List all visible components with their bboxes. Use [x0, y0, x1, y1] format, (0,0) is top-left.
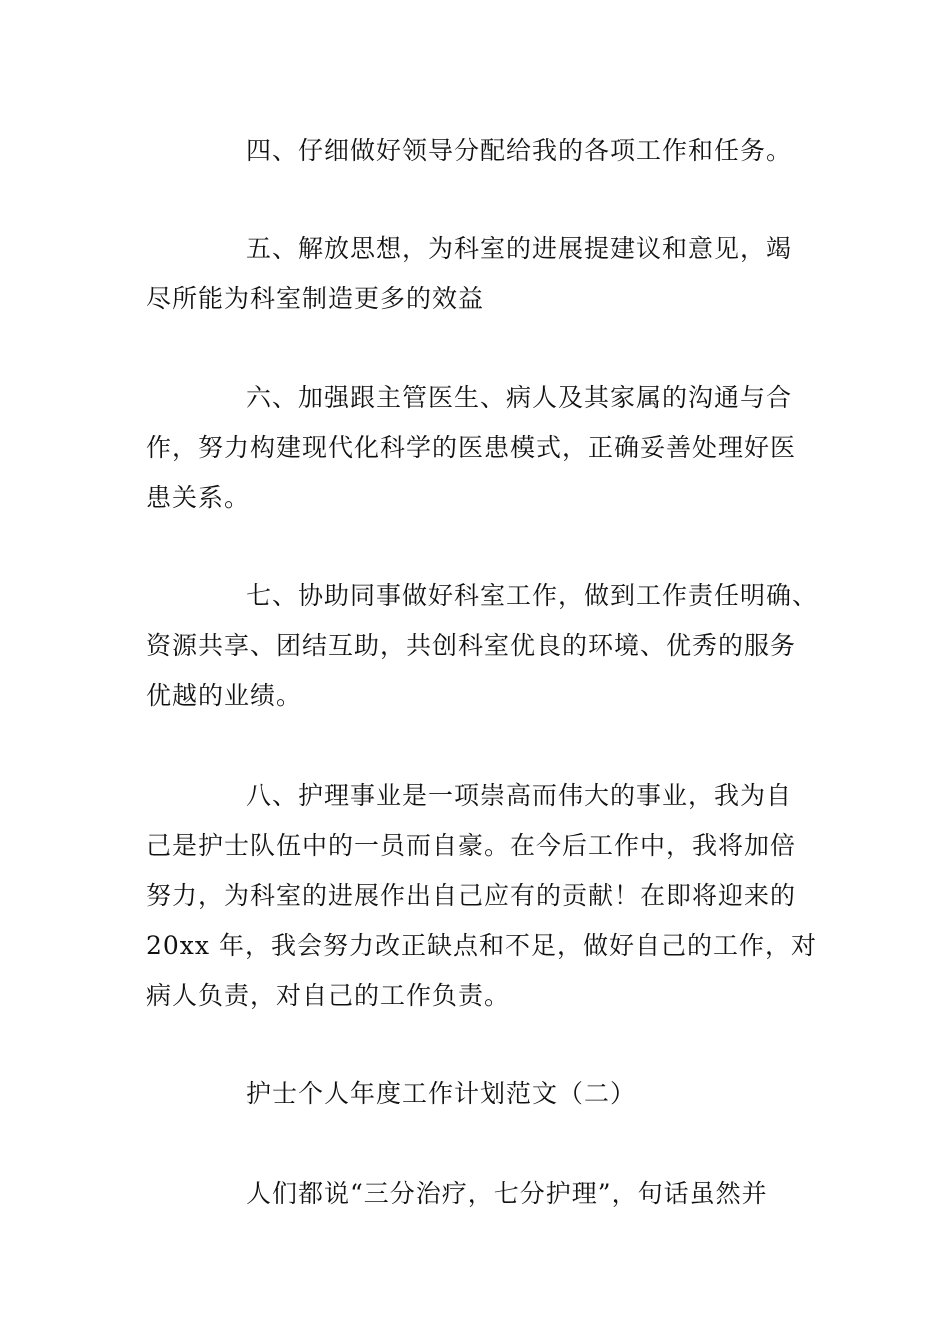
paragraph-item-5-line-2: 尽所能为科室制造更多的效益	[146, 284, 485, 313]
paragraph-item-7-line-1: 七、协助同事做好科室工作，做到工作责任明确、	[246, 581, 819, 610]
paragraph-item-6-line-1: 六、加强跟主管医生、病人及其家属的沟通与合	[246, 383, 793, 412]
paragraph-item-8-line-5: 病人负责，对自己的工作负责。	[146, 981, 511, 1010]
paragraph-item-8-line-1: 八、护理事业是一项崇高而伟大的事业，我为自	[246, 781, 793, 810]
paragraph-item-8-line-2: 己是护士队伍中的一员而自豪。在今后工作中，我将加倍	[146, 831, 797, 860]
paragraph-item-8-line-4: 20xx 年，我会努力改正缺点和不足，做好自己的工作，对	[146, 931, 817, 960]
section-heading: 护士个人年度工作计划范文（二）	[246, 1079, 637, 1108]
paragraph-item-6-line-3: 患关系。	[146, 483, 251, 512]
paragraph-item-8-line-3: 努力，为科室的进展作出自己应有的贡献！在即将迎来的	[146, 881, 797, 910]
paragraph-item-7-line-3: 优越的业绩。	[146, 681, 303, 710]
paragraph-intro-line-1: 人们都说“三分治疗，七分护理”，句话虽然并	[246, 1179, 768, 1208]
paragraph-item-7-line-2: 资源共享、团结互助，共创科室优良的环境、优秀的服务	[146, 631, 797, 660]
paragraph-item-6-line-2: 作，努力构建现代化科学的医患模式，正确妥善处理好医	[146, 433, 797, 462]
paragraph-item-5-line-1: 五、解放思想，为科室的进展提建议和意见，竭	[246, 234, 793, 263]
paragraph-item-4-line-1: 四、仔细做好领导分配给我的各项工作和任务。	[246, 136, 793, 165]
